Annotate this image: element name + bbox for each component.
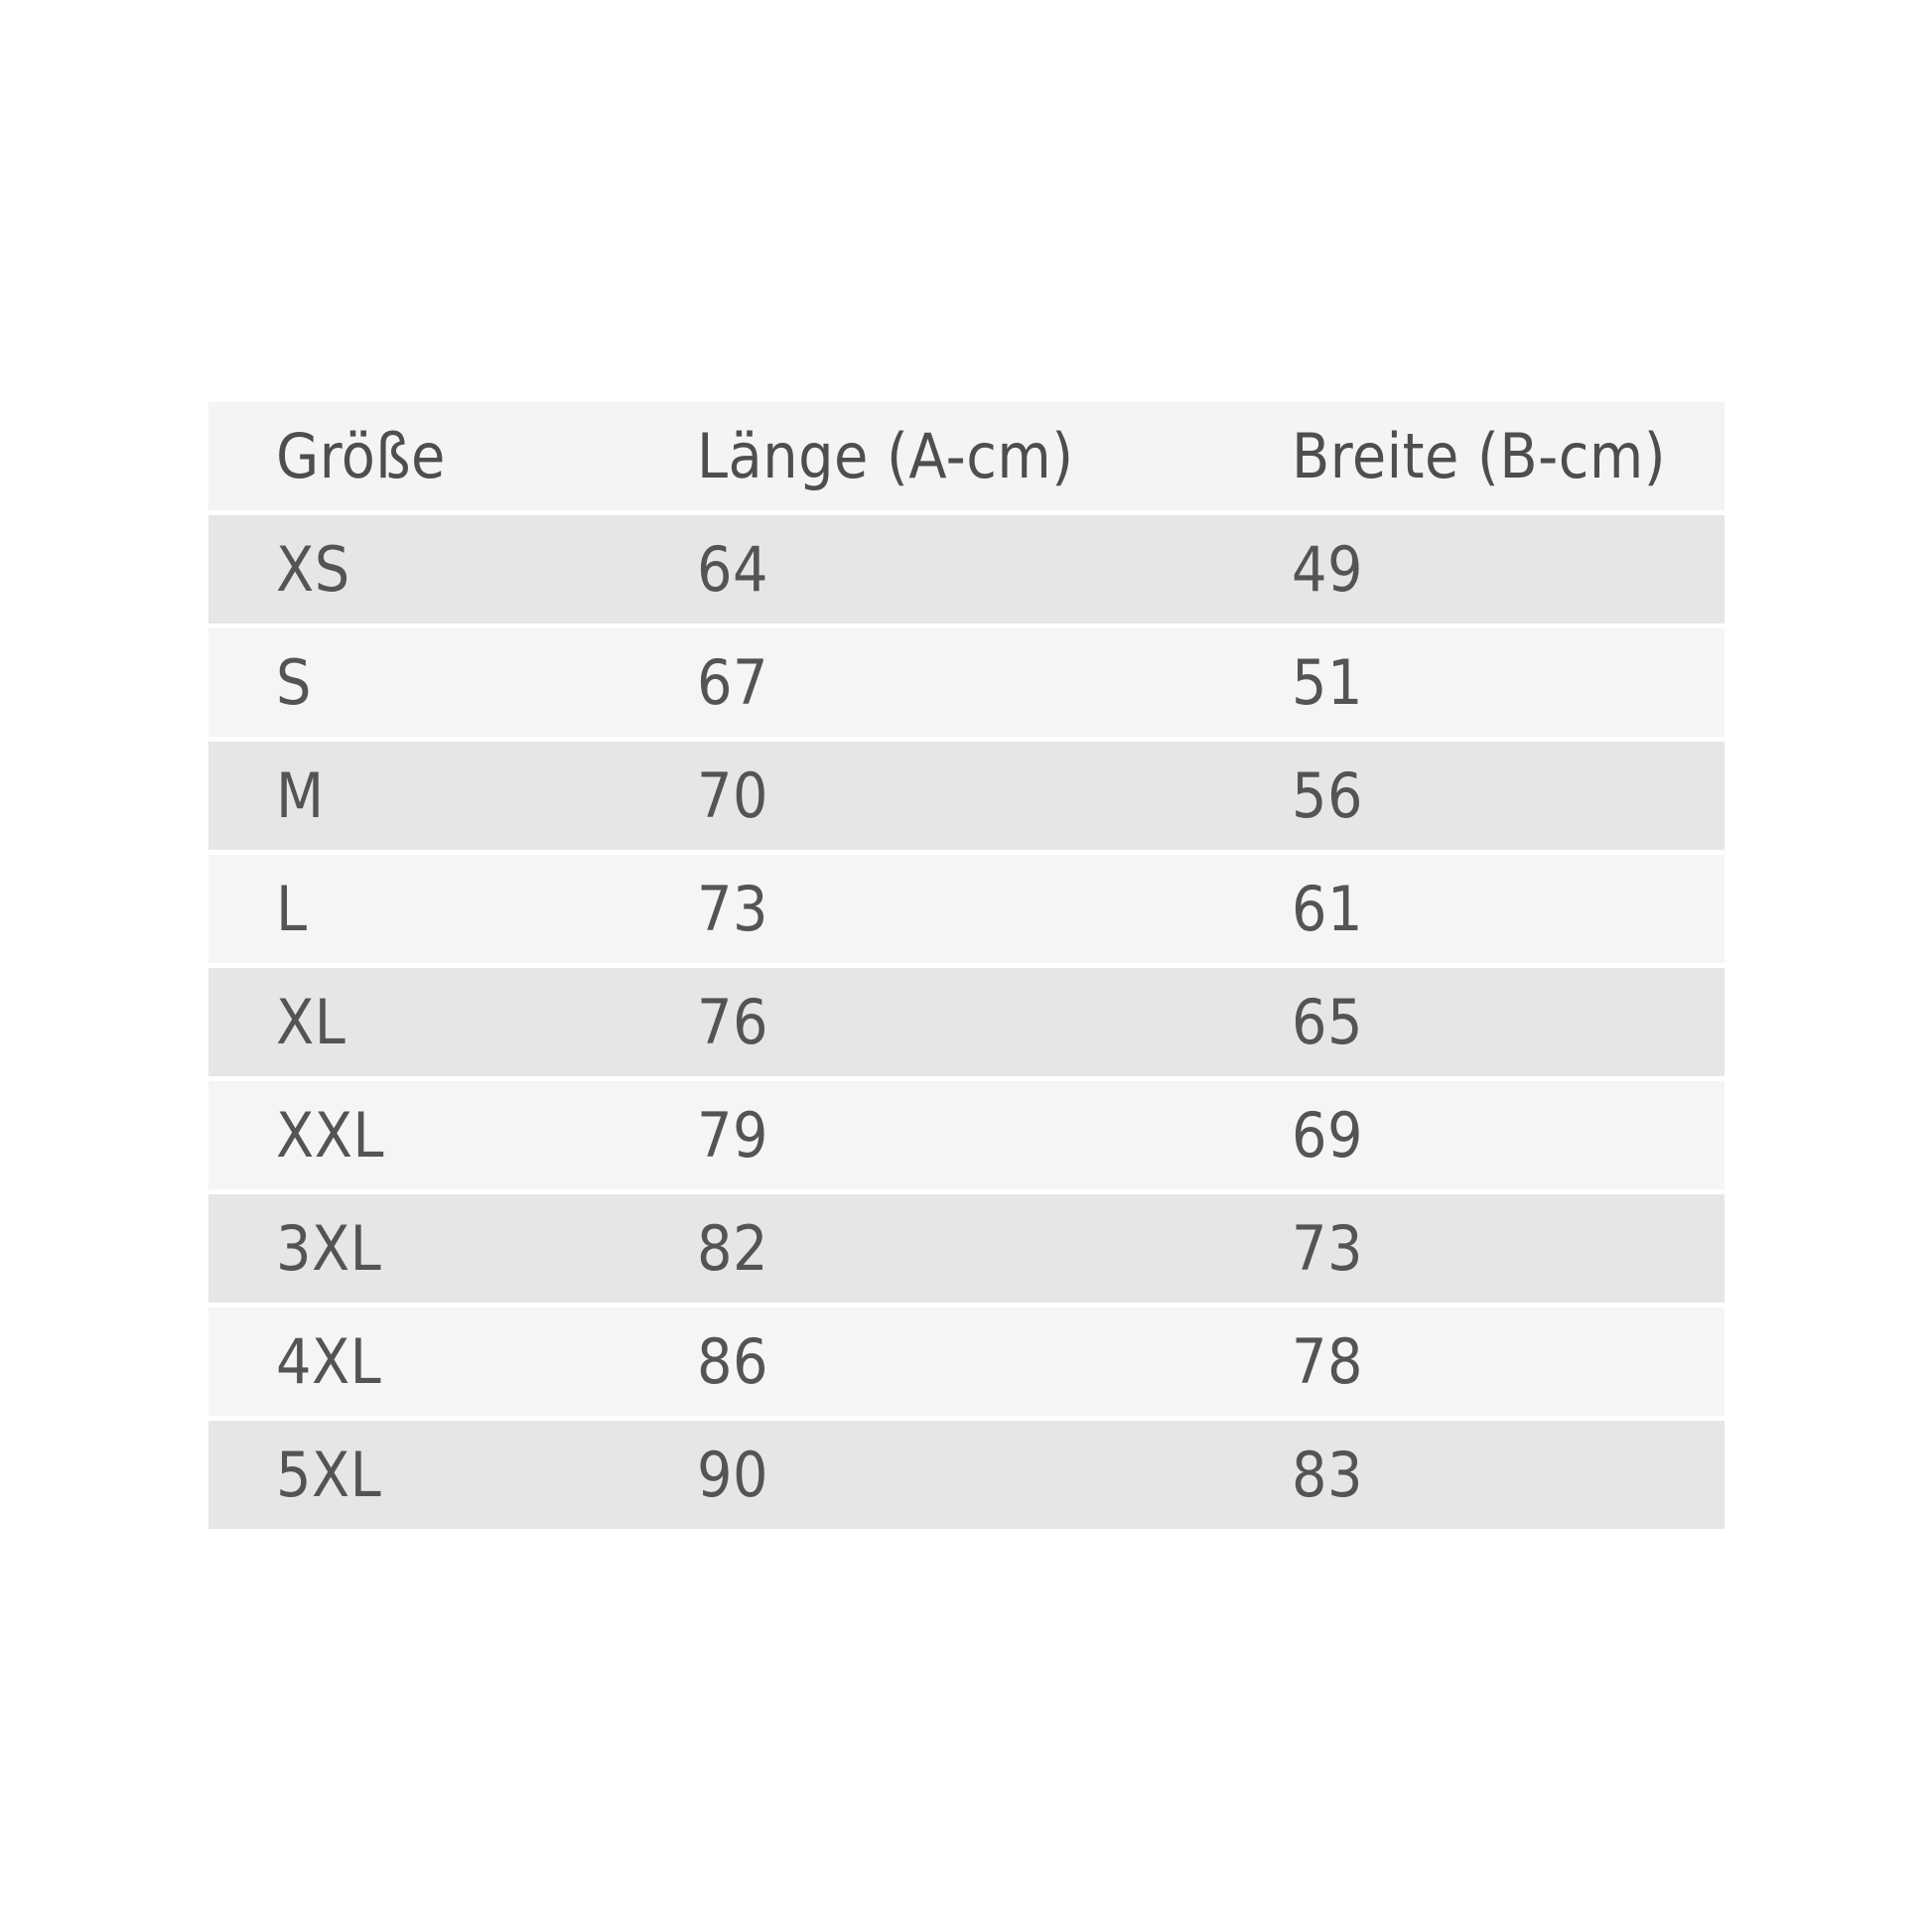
length-cell: 76	[629, 968, 1224, 1076]
table-row	[208, 628, 1725, 737]
width-cell: 65	[1224, 968, 1725, 1076]
size-cell: XXL	[208, 1081, 629, 1189]
width-cell: 49	[1224, 515, 1725, 623]
length-cell: 64	[629, 515, 1224, 623]
width-cell: 83	[1224, 1421, 1725, 1529]
table-row	[208, 742, 1725, 850]
length-cell: 90	[629, 1421, 1224, 1529]
table-row	[208, 855, 1725, 963]
table-row	[208, 1308, 1725, 1416]
header-cell-width: Breite (B-cm)	[1224, 402, 1725, 510]
width-cell: 69	[1224, 1081, 1725, 1189]
size-cell: M	[208, 742, 629, 850]
header-cell-length: Länge (A-cm)	[629, 402, 1224, 510]
width-cell: 51	[1224, 628, 1725, 737]
size-cell: S	[208, 628, 629, 737]
length-cell: 82	[629, 1194, 1224, 1303]
size-cell: L	[208, 855, 629, 963]
table-row	[208, 1194, 1725, 1303]
size-cell: XS	[208, 515, 629, 623]
length-cell: 73	[629, 855, 1224, 963]
size-chart-body	[208, 515, 1725, 1529]
size-cell: 4XL	[208, 1308, 629, 1416]
length-cell: 70	[629, 742, 1224, 850]
table-row	[208, 515, 1725, 623]
header-cell-size: Größe	[208, 402, 629, 510]
length-cell: 86	[629, 1308, 1224, 1416]
length-cell: 79	[629, 1081, 1224, 1189]
width-cell: 56	[1224, 742, 1725, 850]
size-chart-table	[208, 397, 1725, 1534]
size-chart-header	[208, 402, 1725, 510]
size-cell: 3XL	[208, 1194, 629, 1303]
width-cell: 78	[1224, 1308, 1725, 1416]
header-row	[208, 402, 1725, 510]
size-cell: 5XL	[208, 1421, 629, 1529]
table-row	[208, 1081, 1725, 1189]
width-cell: 73	[1224, 1194, 1725, 1303]
length-cell: 67	[629, 628, 1224, 737]
table-row	[208, 968, 1725, 1076]
width-cell: 61	[1224, 855, 1725, 963]
size-cell: XL	[208, 968, 629, 1076]
table-row	[208, 1421, 1725, 1529]
